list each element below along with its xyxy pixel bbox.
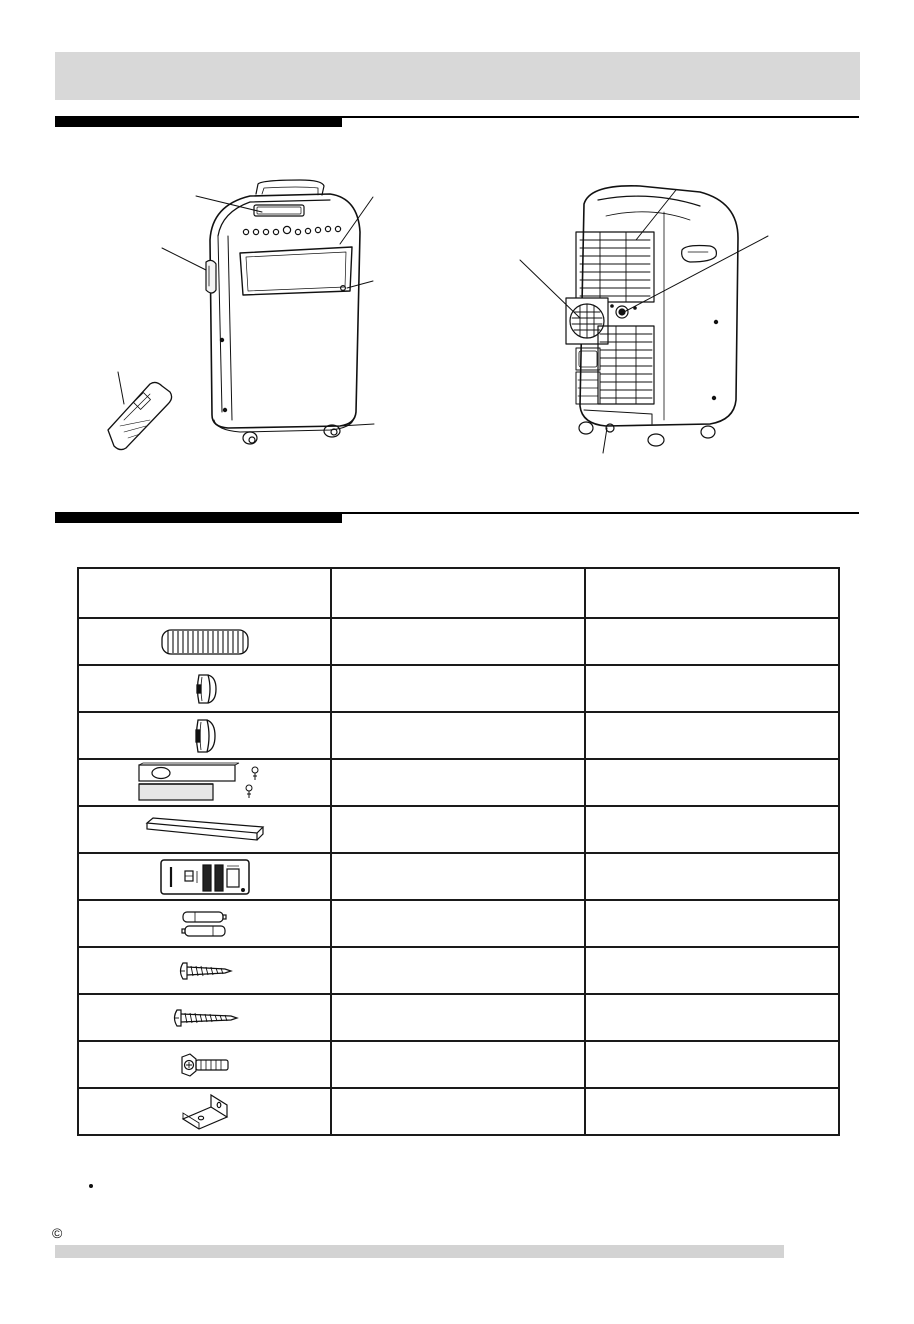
remote-control-icon — [159, 857, 251, 897]
part-image-cell — [78, 618, 331, 665]
part-image-cell — [78, 806, 331, 853]
window-slider-kit-icon — [135, 762, 275, 804]
part-image-cell — [78, 712, 331, 759]
part-qty-cell — [585, 712, 839, 759]
part-image-cell — [78, 1088, 331, 1135]
part-qty-cell — [585, 759, 839, 806]
product-diagram — [0, 0, 914, 500]
part-qty-cell — [585, 618, 839, 665]
parts-table — [77, 567, 840, 1136]
part-image-cell — [78, 759, 331, 806]
part-name-cell — [331, 900, 585, 947]
part-name-cell — [331, 947, 585, 994]
table-row — [78, 1041, 839, 1088]
part-image-cell — [78, 665, 331, 712]
part-qty-cell — [585, 1041, 839, 1088]
part-name-cell — [331, 759, 585, 806]
rear-view-unit — [566, 186, 738, 446]
table-row — [78, 759, 839, 806]
part-image-cell — [78, 1041, 331, 1088]
table-row — [78, 665, 839, 712]
table-row — [78, 994, 839, 1041]
section-rule-thin — [342, 512, 859, 514]
screw-icon — [175, 960, 235, 982]
window-adapter-icon — [190, 669, 220, 709]
part-name-cell — [331, 994, 585, 1041]
table-row — [78, 618, 839, 665]
bolt-icon — [176, 1051, 234, 1079]
note-bullet — [89, 1184, 93, 1188]
part-name-cell — [331, 853, 585, 900]
part-name-cell — [331, 712, 585, 759]
table-row — [78, 853, 839, 900]
bracket-icon — [179, 1093, 231, 1131]
part-image-cell — [78, 853, 331, 900]
foam-seal-icon — [143, 815, 267, 845]
part-qty-cell — [585, 665, 839, 712]
table-header-row — [78, 568, 839, 618]
remote-control-diagram — [108, 382, 172, 449]
part-image-cell — [78, 994, 331, 1041]
part-qty-cell — [585, 1088, 839, 1135]
column-header — [331, 568, 585, 618]
part-image-cell — [78, 900, 331, 947]
table-row — [78, 947, 839, 994]
part-name-cell — [331, 665, 585, 712]
exhaust-adapter-icon — [190, 716, 220, 756]
table-row — [78, 900, 839, 947]
exhaust-hose-icon — [160, 627, 250, 657]
part-name-cell — [331, 618, 585, 665]
part-qty-cell — [585, 900, 839, 947]
copyright-symbol: © — [52, 1225, 63, 1241]
table-row — [78, 712, 839, 759]
part-name-cell — [331, 1088, 585, 1135]
batteries-icon — [179, 908, 231, 940]
long-screw-icon — [169, 1007, 241, 1029]
column-header — [585, 568, 839, 618]
front-view-unit — [206, 180, 360, 444]
part-qty-cell — [585, 853, 839, 900]
part-qty-cell — [585, 947, 839, 994]
table-row — [78, 1088, 839, 1135]
part-name-cell — [331, 806, 585, 853]
part-qty-cell — [585, 994, 839, 1041]
table-row — [78, 806, 839, 853]
column-header — [78, 568, 331, 618]
footer-band — [55, 1245, 784, 1258]
part-name-cell — [331, 1041, 585, 1088]
part-qty-cell — [585, 806, 839, 853]
section-rule-thick — [55, 512, 342, 523]
part-image-cell — [78, 947, 331, 994]
